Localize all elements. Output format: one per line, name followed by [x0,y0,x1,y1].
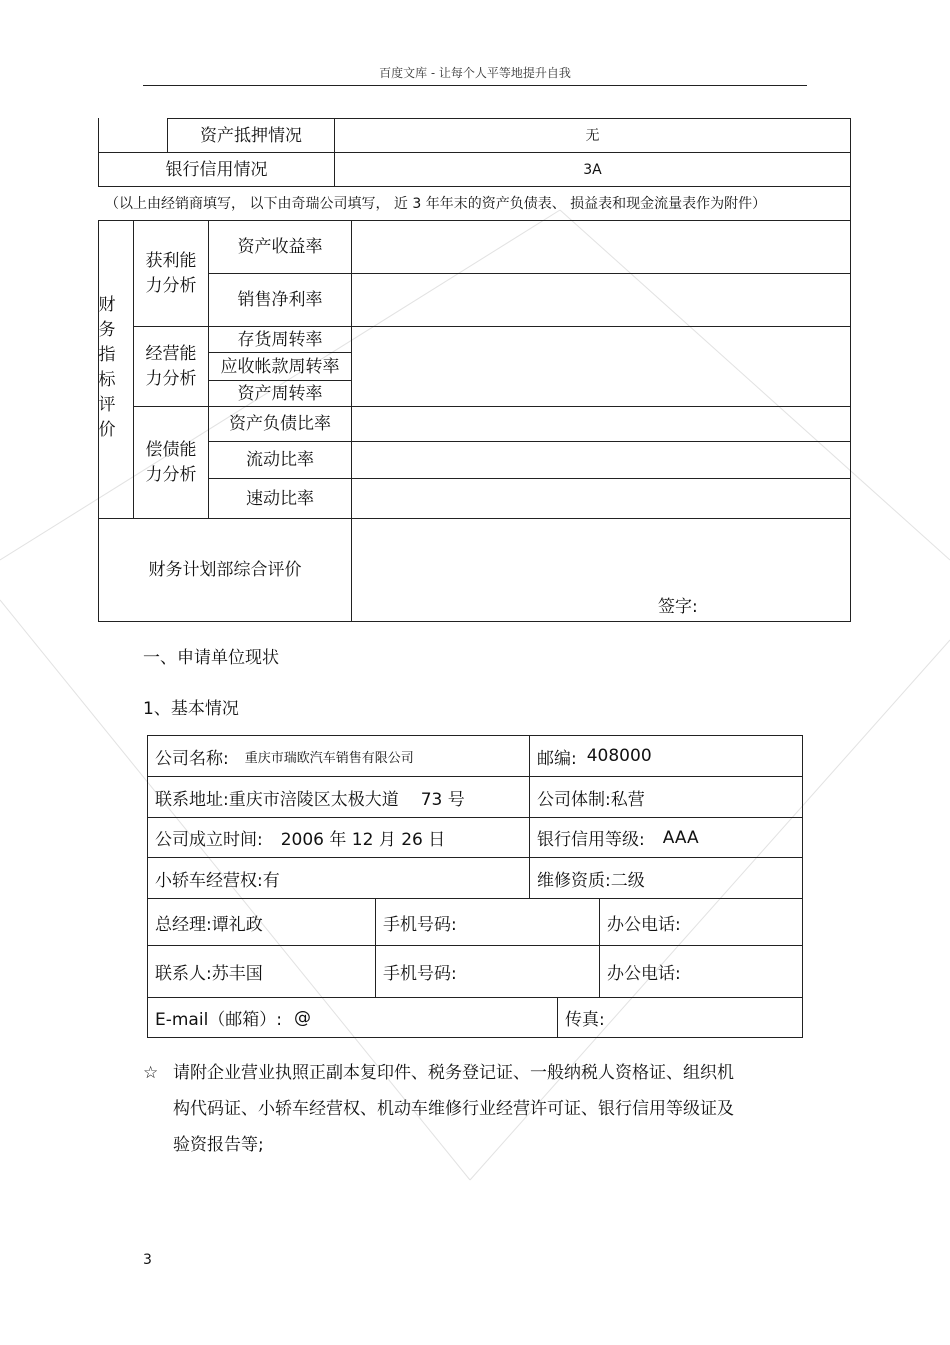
attachment-notes [143,1055,783,1163]
financial-table [98,118,851,622]
system-label: 公司体制: [537,789,611,810]
general-manager [148,899,375,945]
bank-credit-label: 银行信用情况 [165,159,268,180]
email-value: @ [294,1007,312,1028]
postcode-value: 408000 [586,746,652,766]
founded-label: 公司成立时间: [155,830,263,850]
repair-qualification [530,858,802,898]
group-operation [134,327,208,406]
contact-label: 联系人: [155,964,212,984]
contact-value: 苏丰国 [211,964,263,984]
email [148,998,557,1037]
system-value: 私营 [610,789,645,810]
postcode [530,736,802,776]
credit-value: AAA [662,827,699,848]
metric-return-on-assets: 资产收益率 [237,237,323,257]
address-value: 重庆市涪陵区太极大道 [228,789,399,810]
review-label: 财务计划部综合评价 [148,560,302,580]
signature-label: 签字: [658,597,698,617]
group-name-line: 力分析 [145,368,197,389]
address-label: 联系地址: [155,789,229,810]
contact-office-phone: 办公电话: [607,964,681,984]
founded-value: 2006 年 12 月 26 日 [280,830,446,850]
metric-quick-ratio: 速动比率 [246,488,314,509]
metric-debt-ratio: 资产负债比率 [229,414,331,434]
section-char: 务 [98,320,116,340]
group-profitability [134,221,208,326]
credit-label: 银行信用等级: [537,830,645,850]
company-system [530,777,802,817]
section-char: 指 [98,345,116,365]
company-name-value: 重庆市瑞欧汽车销售有限公司 [244,750,414,766]
section-char: 标 [98,370,116,390]
group-name-line: 经营能 [145,343,197,364]
star-icon: ☆ [143,1063,159,1083]
group-name-line: 偿债能 [145,439,197,460]
postcode-label: 邮编: [537,748,577,769]
bank-credit-value: 3A [583,161,602,178]
gm-value: 谭礼政 [211,914,263,935]
repair-value: 二级 [610,870,645,891]
basic-info-table [147,735,803,1038]
metric-net-profit-margin: 销售净利率 [237,290,323,310]
group-solvency [134,407,208,518]
contact-person [148,946,375,997]
asset-pledge-label: 资产抵押情况 [200,125,302,146]
section-char: 价 [98,420,116,440]
gm-label: 总经理: [155,914,212,935]
sedan-license [148,858,529,898]
asset-pledge-value: 无 [585,127,600,144]
header-rule [143,85,807,86]
group-name-line: 力分析 [145,464,197,485]
gm-office-phone: 办公电话: [607,914,681,935]
founded-date [148,818,529,857]
repair-label: 维修资质: [537,870,611,891]
sedan-label: 小轿车经营权: [155,870,263,891]
metric-receivables-turnover: 应收帐款周转率 [220,356,340,377]
metric-current-ratio: 流动比率 [246,450,314,470]
note-line: 构代码证、小轿车经营权、机动车维修行业经营许可证、银行信用等级证及 [173,1099,734,1119]
fill-note: （以上由经销商填写， 以下由奇瑞公司填写， 近 3 年年末的资产负债表、 损益表和现金流量表作为附件） [105,195,767,212]
subsection-heading: 1、基本情况 [143,699,239,719]
metric-inventory-turnover: 存货周转率 [237,329,323,350]
contact-mobile: 手机号码: [383,964,457,984]
note-line: 请附企业营业执照正副本复印件、税务登记证、一般纳税人资格证、组织机 [173,1063,734,1083]
section-heading: 一、申请单位现状 [143,648,279,668]
company-name [148,736,529,776]
email-label: E-mail（邮箱）: [155,1010,283,1030]
gm-mobile: 手机号码: [383,914,457,935]
group-name-line: 获利能 [145,250,197,271]
metric-asset-turnover: 资产周转率 [237,383,323,404]
fax: 传真: [565,1010,605,1030]
page-number: 3 [143,1252,152,1268]
bank-credit-grade [530,818,802,857]
address [148,777,529,817]
sedan-value: 有 [262,870,280,891]
page-header: 百度文库 - 让每个人平等地提升自我 [379,66,571,80]
address-number: 73 号 [420,789,465,810]
section-char: 评 [98,395,116,415]
company-name-label: 公司名称: [155,748,229,769]
group-name-line: 力分析 [145,275,197,296]
note-line: 验资报告等; [173,1135,264,1155]
section-label-financial-evaluation [99,268,115,468]
section-char: 财 [98,295,116,315]
